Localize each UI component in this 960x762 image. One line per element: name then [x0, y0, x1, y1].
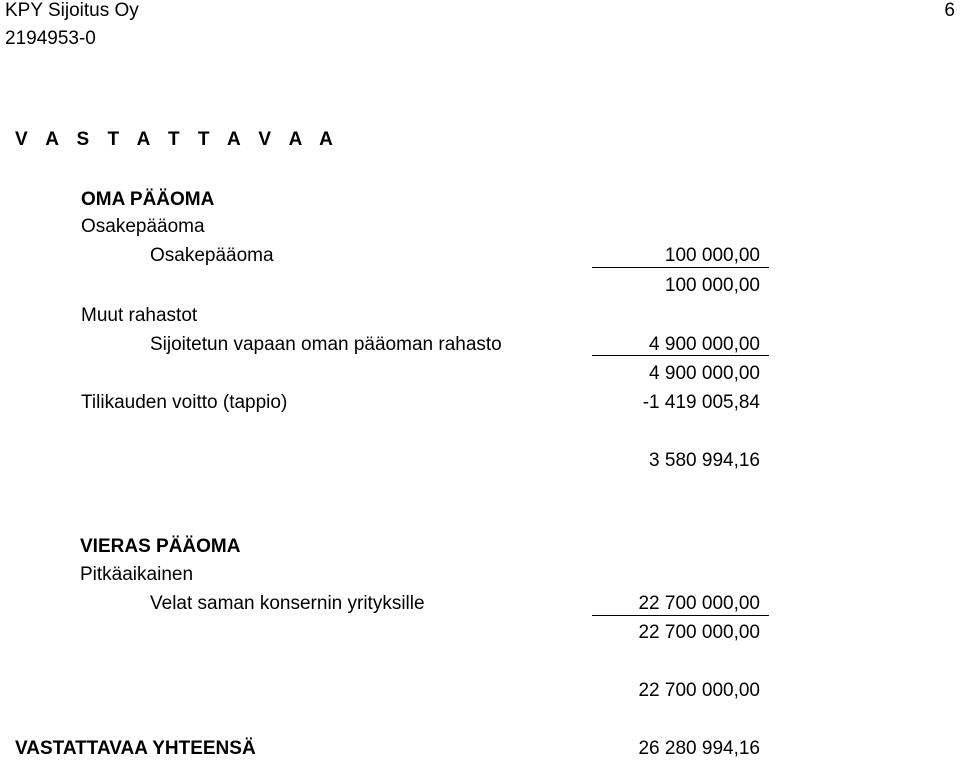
profit-label: Tilikauden voitto (tappio) — [81, 392, 288, 413]
grand-total-label: VASTATTAVAA YHTEENSÄ — [15, 738, 256, 759]
group-debt-item-label: Velat saman konsernin yrityksille — [150, 593, 425, 614]
share-capital-group-label: Osakepääoma — [81, 216, 205, 237]
equity-heading: OMA PÄÄOMA — [81, 189, 215, 210]
other-reserves-group-label: Muut rahastot — [81, 305, 198, 326]
profit-value: -1 419 005,84 — [642, 392, 760, 413]
share-capital-underline — [592, 267, 769, 268]
share-capital-item-label: Osakepääoma — [150, 245, 274, 266]
group-debt-subtotal: 22 700 000,00 — [638, 622, 760, 643]
group-debt-underline — [592, 615, 769, 616]
liabilities-total: 22 700 000,00 — [638, 680, 760, 701]
share-capital-value: 100 000,00 — [664, 245, 760, 266]
reserve-item-label: Sijoitetun vapaan oman pääoman rahasto — [150, 334, 502, 355]
group-debt-value: 22 700 000,00 — [638, 593, 760, 614]
business-id: 2194953-0 — [5, 28, 96, 49]
page-number: 6 — [944, 0, 955, 21]
section-title: V A S T A T T A V A A — [15, 129, 340, 150]
equity-total: 3 580 994,16 — [649, 450, 760, 471]
reserve-value: 4 900 000,00 — [649, 334, 760, 355]
company-name: KPY Sijoitus Oy — [5, 0, 139, 21]
share-capital-subtotal: 100 000,00 — [664, 275, 760, 296]
reserve-underline — [592, 355, 769, 356]
grand-total-value: 26 280 994,16 — [638, 738, 760, 759]
liabilities-heading: VIERAS PÄÄOMA — [80, 536, 241, 557]
long-term-group-label: Pitkäaikainen — [80, 564, 194, 585]
reserve-subtotal: 4 900 000,00 — [649, 363, 760, 384]
